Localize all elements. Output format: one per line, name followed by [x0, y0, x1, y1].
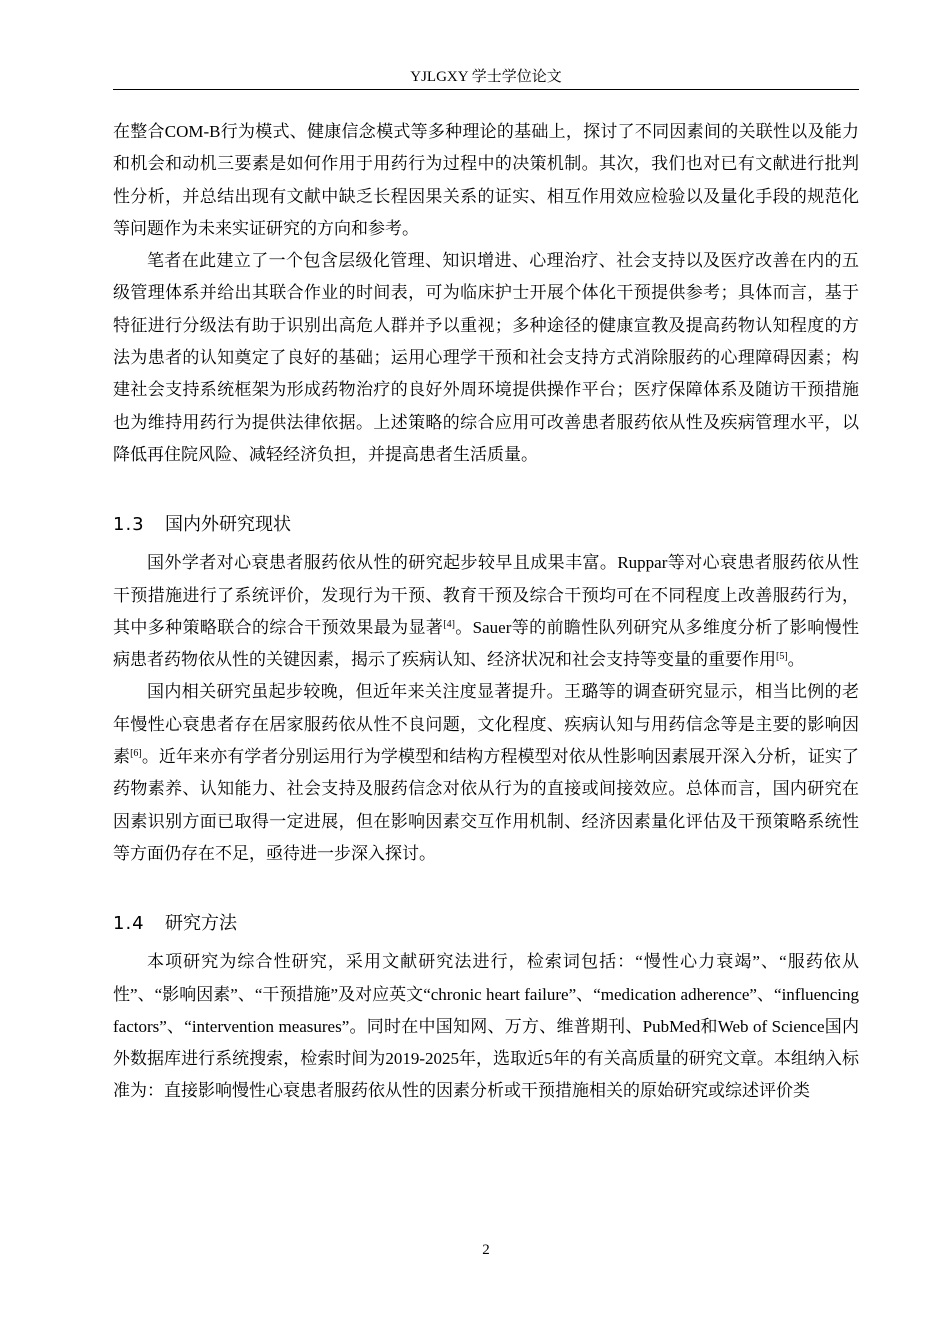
paragraph-intro-continued: 在整合COM-B行为模式、健康信念模式等多种理论的基础上，探讨了不同因素间的关联性以及能力和机会和动机三要素是如何作用于用药行为过程中的决策机制。其次，我们也对已有文献进行批判性分析，并总结出现有文献中缺乏长程因果关系的证实、相互作用效应检验以及量化手段的规范化等问题作为未来实证研究的方向和参考。	[113, 122, 859, 238]
paragraph-domestic-research	[113, 676, 859, 870]
section-heading-1-3	[113, 513, 859, 537]
citation-4: [4]	[443, 618, 455, 630]
text-run: 。Sauer等的前瞻性队列研究从多维度分析了影响慢性病患者药物依从性的关键因素，揭示了疾病认知、经济状况和社会支持等变量的重要作用	[113, 617, 859, 670]
header-rule	[113, 89, 859, 90]
section-number: 1.3	[113, 514, 145, 536]
paragraph-management-system: 笔者在此建立了一个包含层级化管理、知识增进、心理治疗、社会支持以及医疗改善在内的五级管理体系并给出其联合作业的时间表，可为临床护士开展个体化干预提供参考；具体而言，基于特征进行分级法有助于识别出高危人群并予以重视；多种途径的健康宣教及提高药物认知程度的方法为患者的认知奠定了良好的基础；运用心理学干预和社会支持方式消除服药的心理障碍因素；构建社会支持系统框架为形成药物治疗的良好外周环境提供操作平台；医疗保障体系及随访干预措施也为维持用药行为提供法律依据。上述策略的综合应用可改善患者服药依从性及疾病管理水平，以降低再住院风险、减轻经济负担，并提高患者生活质量。	[113, 251, 859, 464]
citation-5: [5]	[776, 651, 788, 663]
text-run: 国内相关研究虽起步较晚，但近年来关注度显著提升。王璐等的调查研究显示，相当比例的老年慢性心衰患者存在居家服药依从性不良问题，文化程度、疾病认知与用药信念等是主要的影响因素	[113, 682, 859, 767]
thesis-body	[113, 116, 859, 1108]
section-heading-1-4	[113, 912, 859, 936]
paragraph-research-method: 本项研究为综合性研究，采用文献研究法进行，检索词包括：“慢性心力衰竭”、“服药依从性”、“影响因素”、“干预措施”及对应英文“chronic heart failure”、“medication adherence”、“influencing factors”、“intervention measures”。同时在中国知网、万方、维普期刊、PubMed和Web of Science国内外数据库进行系统搜索，检索时间为2019-2025年，选取近5年的有关高质量的研究文章。本组纳入标准为：直接影响慢性心衰患者服药依从性的因素分析或干预措施相关的原始研究或综述评价类	[113, 952, 859, 1101]
citation-6: [6]	[130, 748, 142, 760]
section-title: 国内外研究现状	[165, 514, 291, 536]
page-header: YJLGXY 学士学位论文	[410, 69, 562, 85]
text-run: 。	[787, 650, 805, 670]
text-run: 国外学者对心衰患者服药依从性的研究起步较早且成果丰富。Ruppar等对心衰患者服药依从性干预措施进行了系统评价，发现行为干预、教育干预及综合干预均可在不同程度上改善服药行为，其中多种策略联合的综合干预效果最为显著	[113, 553, 859, 637]
section-number: 1.4	[113, 913, 145, 935]
section-title: 研究方法	[165, 913, 237, 935]
paragraph-foreign-research	[113, 547, 859, 676]
text-run: 。近年来亦有学者分别运用行为学模型和结构方程模型对依从性影响因素展开深入分析，证实了药物素养、认知能力、社会支持及服药信念对依从行为的直接或间接效应。总体而言，国内研究在因素识别方面已取得一定进展，但在影响因素交互作用机制、经济因素量化评估及干预策略系统性等方面仍存在不足，亟待进一步深入探讨。	[113, 747, 859, 863]
page-number: 2	[482, 1242, 490, 1258]
